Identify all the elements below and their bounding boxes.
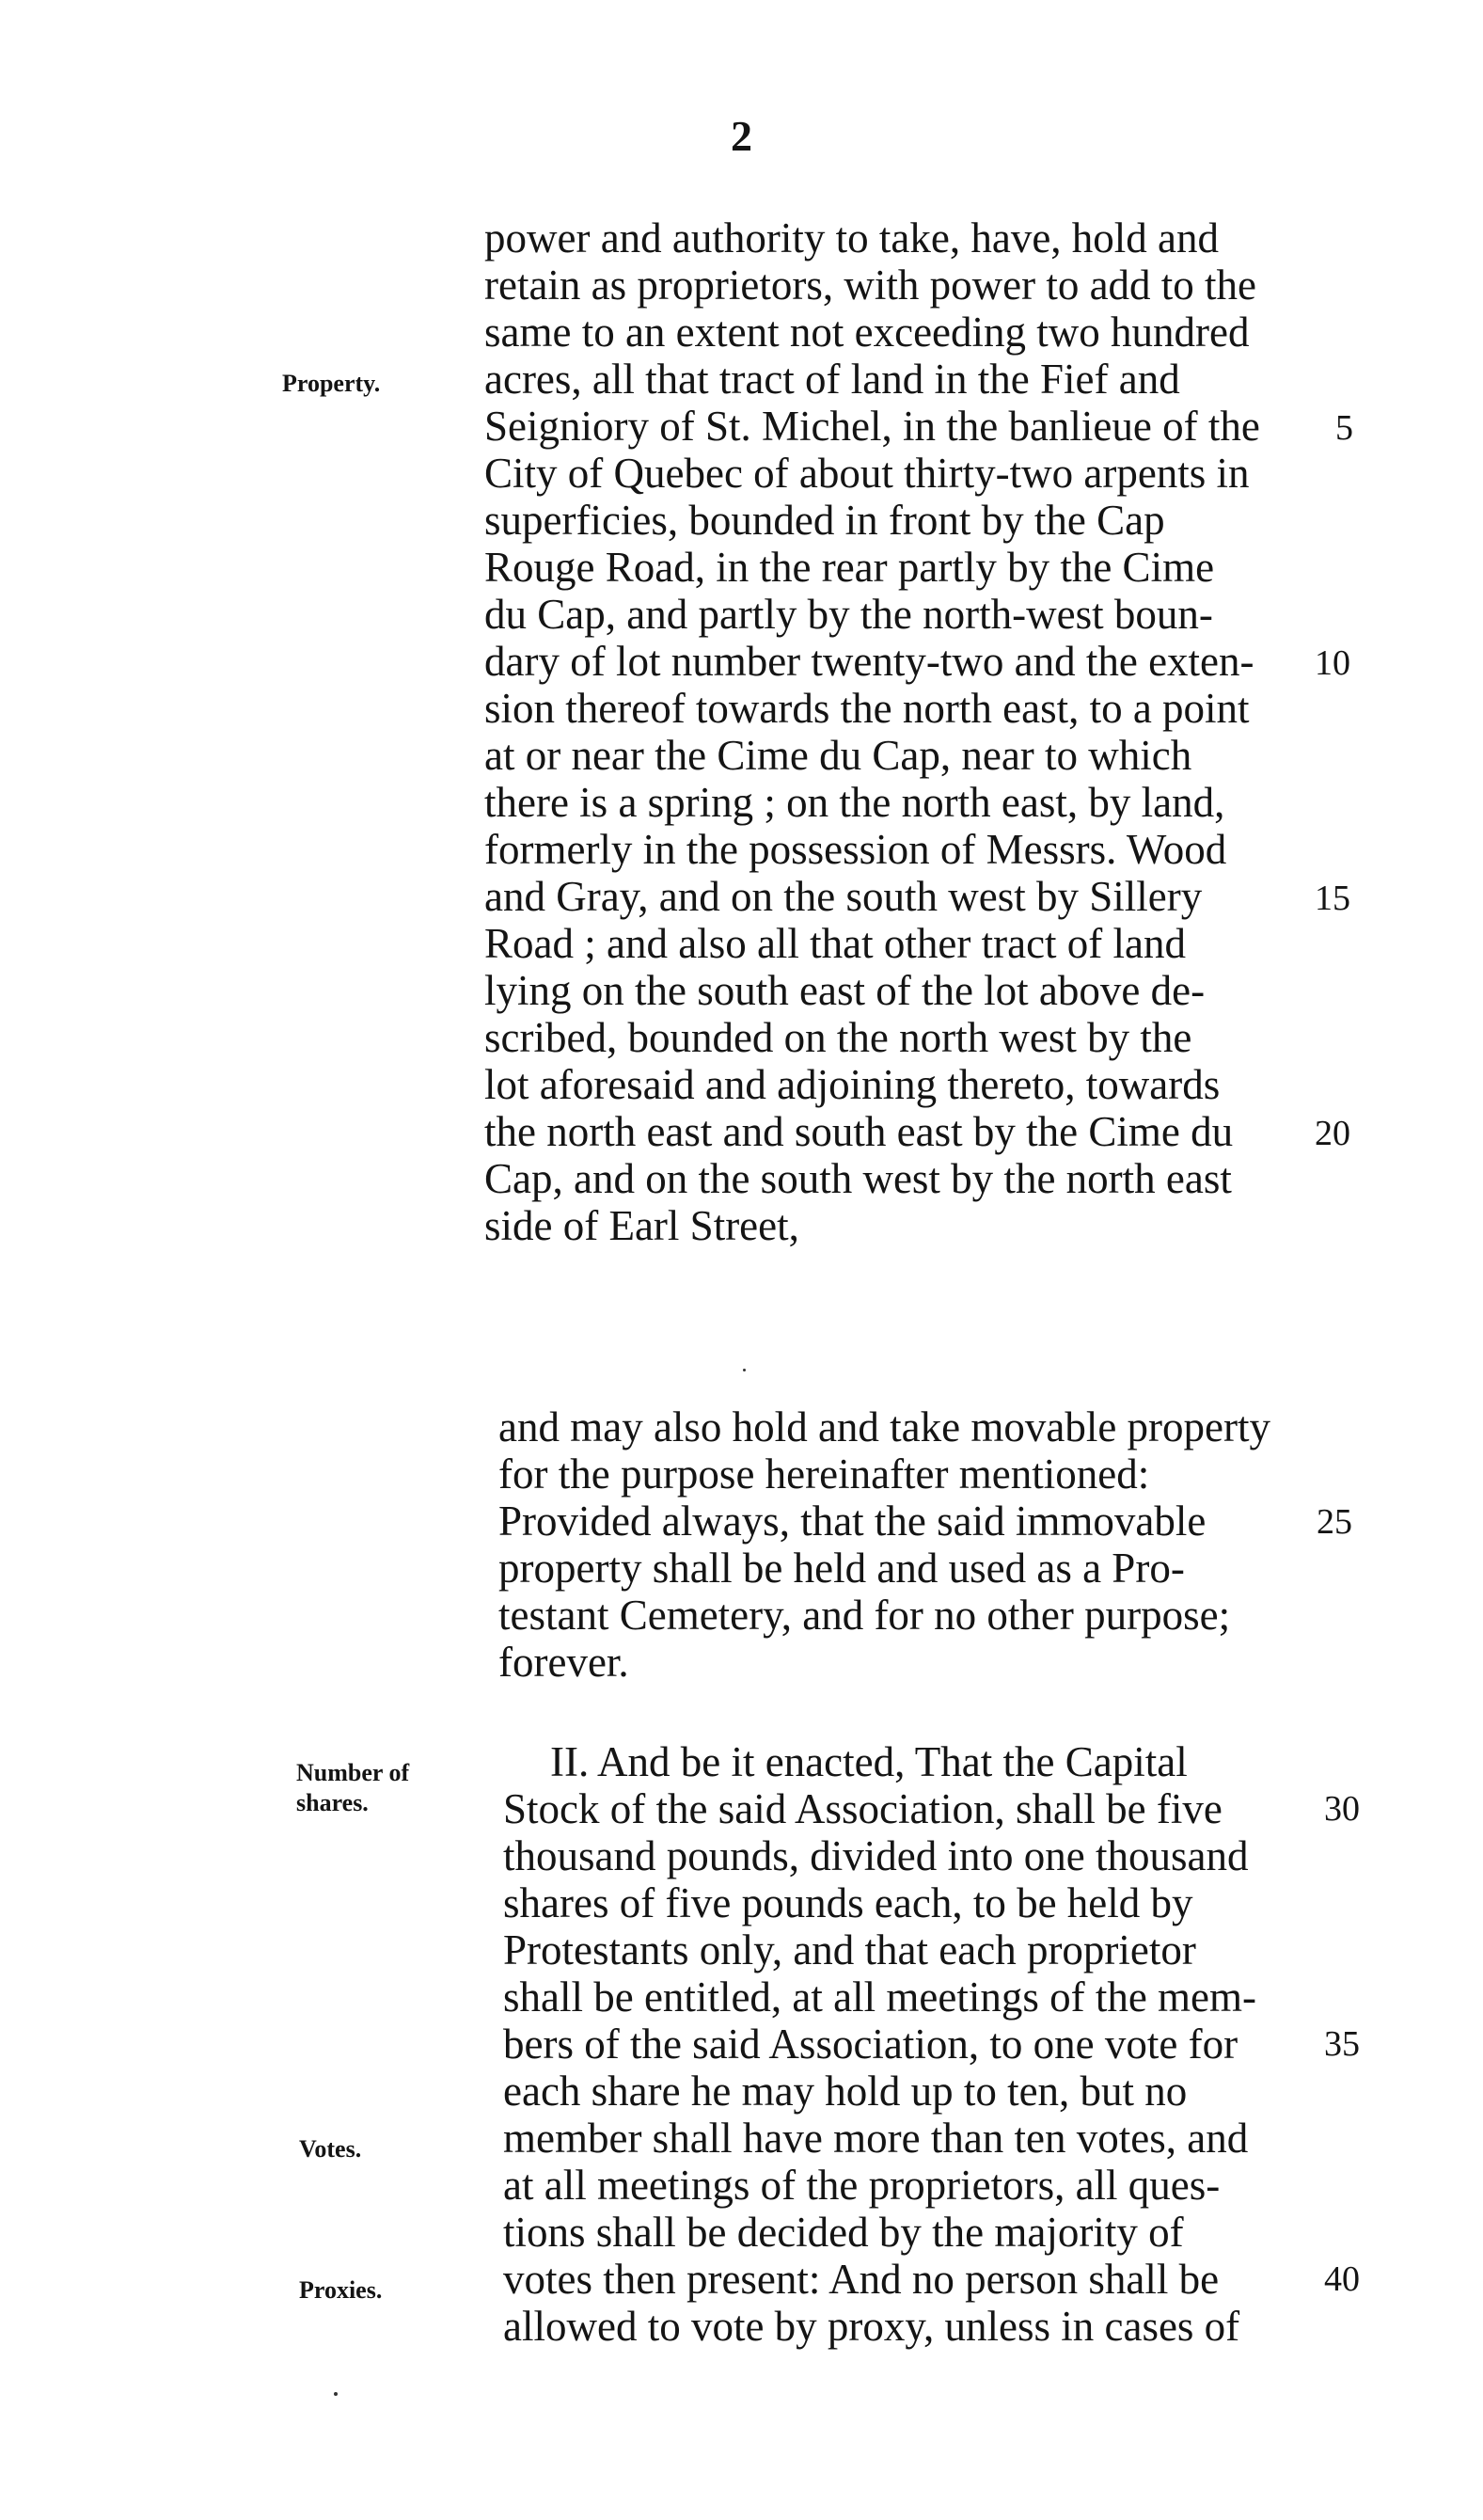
text-line: bers of the said Association, to one vote for: [503, 2021, 1238, 2068]
text-line: power and authority to take, have, hold and: [484, 214, 1220, 262]
text-line: thousand pounds, divided into one thousand: [503, 1832, 1249, 1879]
text-line: side of Earl Street,: [484, 1202, 799, 1249]
text-line: lying on the south east of the lot above de-: [484, 967, 1206, 1014]
text-line: for the purpose hereinafter mentioned:: [498, 1450, 1150, 1498]
text-line: sion thereof towards the north east, to a point: [484, 685, 1250, 732]
margin-note-number-of: Number of: [296, 1759, 410, 1786]
margin-note-property: Property.: [282, 370, 381, 397]
text-line: there is a spring ; on the north east, by land,: [484, 779, 1225, 826]
text-line: superficies, bounded in front by the Cap: [484, 497, 1165, 544]
text-line: Rouge Road, in the rear partly by the Cime: [484, 544, 1215, 591]
line-number: 25: [1317, 1502, 1352, 1542]
text-line: du Cap, and partly by the north-west boun-: [484, 591, 1213, 638]
text-line: II. And be it enacted, That the Capital: [550, 1738, 1188, 1785]
margin-note-shares: shares.: [296, 1789, 369, 1816]
text-line: Cap, and on the south west by the north east: [484, 1155, 1232, 1202]
text-line: the north east and south east by the Cime du: [484, 1108, 1234, 1155]
margin-note-proxies: Proxies.: [299, 2276, 383, 2304]
margin-note-votes: Votes.: [299, 2135, 362, 2163]
text-line: shall be entitled, at all meetings of the mem-: [503, 1973, 1257, 2021]
text-line: property shall be held and used as a Pro-: [498, 1545, 1185, 1592]
text-line: votes then present: And no person shall be: [503, 2256, 1220, 2303]
text-line: Provided always, that the said immovable: [498, 1498, 1207, 1545]
line-number: 35: [1324, 2024, 1360, 2064]
text-line: Protestants only, and that each proprietor: [503, 1926, 1196, 1973]
line-number: 5: [1335, 408, 1353, 448]
line-number: 20: [1315, 1114, 1350, 1153]
line-number: 15: [1315, 879, 1350, 918]
text-line: Seigniory of St. Michel, in the banlieue of the: [484, 403, 1260, 450]
line-number: 10: [1315, 643, 1350, 683]
text-line: acres, all that tract of land in the Fief and: [484, 356, 1180, 403]
text-line: tions shall be decided by the majority of: [503, 2209, 1184, 2256]
text-line: and Gray, and on the south west by Sillery: [484, 873, 1203, 920]
text-line: forever.: [498, 1639, 629, 1686]
page-number: 2: [731, 112, 752, 160]
text-line: formerly in the possession of Messrs. Wood: [484, 826, 1227, 873]
text-line: at or near the Cime du Cap, near to which: [484, 732, 1192, 779]
text-line: allowed to vote by proxy, unless in cases of: [503, 2303, 1240, 2350]
text-line: and may also hold and take movable property: [498, 1403, 1271, 1450]
text-line: member shall have more than ten votes, and: [503, 2115, 1249, 2162]
text-line: retain as proprietors, with power to add to the: [484, 262, 1257, 309]
line-number: 30: [1324, 1789, 1360, 1829]
scan-speck: [334, 2392, 338, 2396]
line-number: 40: [1324, 2259, 1360, 2299]
scan-speck: [743, 1369, 746, 1371]
text-line: shares of five pounds each, to be held by: [503, 1879, 1193, 1926]
text-line: Road ; and also all that other tract of land: [484, 920, 1187, 967]
text-line: Stock of the said Association, shall be five: [503, 1785, 1223, 1832]
text-line: lot aforesaid and adjoining thereto, towards: [484, 1061, 1221, 1108]
text-line: at all meetings of the proprietors, all ques-: [503, 2162, 1221, 2209]
text-line: scribed, bounded on the north west by the: [484, 1014, 1192, 1061]
text-line: same to an extent not exceeding two hundred: [484, 309, 1250, 356]
text-line: City of Quebec of about thirty-two arpents in: [484, 450, 1250, 497]
text-line: testant Cemetery, and for no other purpose;: [498, 1592, 1231, 1639]
text-line: each share he may hold up to ten, but no: [503, 2068, 1188, 2115]
text-line: dary of lot number twenty-two and the exten-: [484, 638, 1254, 685]
